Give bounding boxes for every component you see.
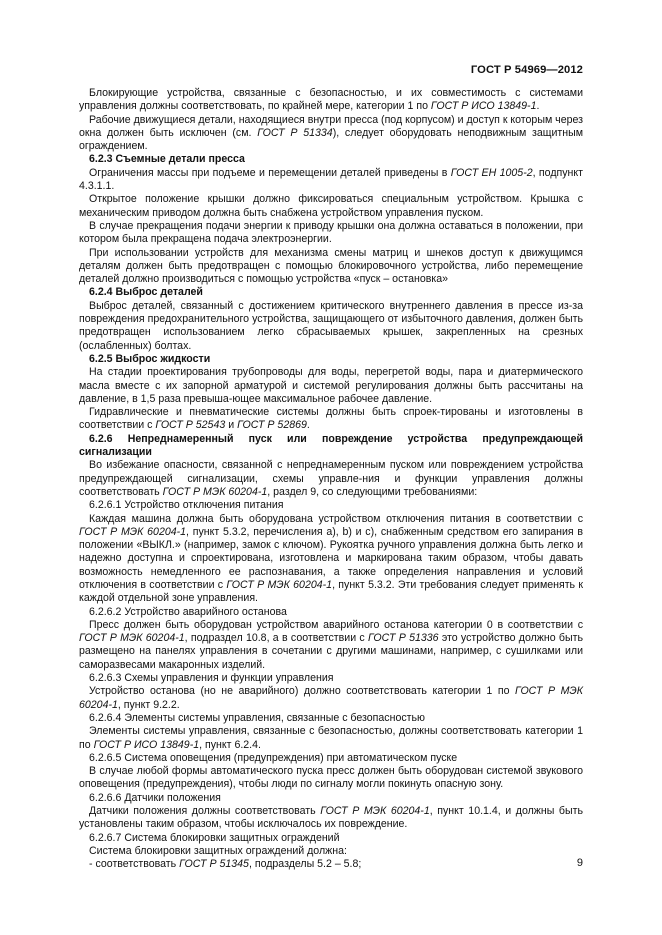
text-run: 6.2.4 Выброс деталей [89,286,203,299]
body-paragraph [79,765,583,792]
text-run: . [536,100,540,113]
text-run: Датчики положения должны соответствовать [89,805,321,818]
section-heading [79,353,583,366]
text-run: , пункт 6.2.4. [199,738,261,751]
text-run: В случае любой формы автоматического пуска пресс должен быть оборудован системой звукового оповещения (предупреждения), чтобы люди по сигналу могли покинуть опасную зону. [79,765,583,791]
standard-reference: ГОСТ Р МЭК 60204-1 [79,685,584,711]
body-paragraph [79,114,583,154]
text-run: Открытое положение крышки должно фиксироваться специальным устройством. Крышка с механическим приводом должна быть снабжена устройством управления пуском. [79,193,583,219]
text-run: , пункт 10.1.4, и должны быть установлены таким образом, чтобы исключалось их повреждение. [79,805,583,831]
text-run: 6.2.6.3 Схемы управления и функции управления [89,672,334,685]
body-paragraph [79,220,583,247]
standard-reference: ГОСТ Р ИСО 13849-1 [93,738,200,751]
body-paragraph [79,459,583,499]
text-run: , раздел 9, со следующими требованиями: [267,485,478,498]
text-run: , пункт 9.2.2. [117,698,180,711]
body-paragraph [79,167,583,194]
text-run: Ограничения массы при подъеме и перемещении деталей приведены в [89,166,451,179]
body-paragraph [79,685,583,712]
standard-reference: ГОСТ Р МЭК 60204-1 [79,525,187,538]
text-run: , подпункт 4.3.1.1. [79,166,584,193]
standard-reference: ГОСТ Р ИСО 13849-1 [430,100,537,113]
body-paragraph [79,805,583,832]
body-paragraph [79,366,583,406]
standard-reference: ГОСТ Р 52543 [155,419,226,432]
text-run: и [225,419,238,432]
text-run: Элементы системы управления, связанные с безопасностью, должны соответствовать категории 1 по [79,725,583,751]
text-run: При использовании устройств для механизма смены матриц и шнеков доступ к движущимся деталям должен быть предотвращен с помощью блокировочного устройства, либо перемещение деталей должно производиться с помощью устройства «пуск – остановка» [79,246,583,286]
body-paragraph [79,406,583,433]
text-run: это устройство должно быть размещено на панелях управления в сочетании с другими машинами, например, с сушилками или саморазвесами макаронных изделий. [79,632,583,671]
text-run: Пресс должен быть оборудован устройством аварийного останова категории 0 в соответствии с [89,618,583,631]
text-run: , пункт 5.3.2, перечисления a), b) и c), снабженным средством его запирания в положении «ВЫКЛ.» (например, замок с ключом). Рукоятка ручного управления должна быть легко и надежно доступна и спроектирована, изготовлена и маркирована таким образом, чтобы давать возможность немедленного ее распознавания, а также определения направления и условий отключения в соответствии с [79,525,583,591]
text-run: 6.2.6.6 Датчики положения [89,791,221,804]
standard-reference: ГОСТ Р 51336 [368,632,439,645]
standard-reference: ГОСТ Р МЭК 60204-1 [162,485,268,498]
text-run: 6.2.6.1 Устройство отключения питания [89,499,284,512]
document-code-header: ГОСТ Р 54969—2012 [470,64,583,76]
text-run: , пункт 5.3.2. Эти требования следует применять к каждой отдельной зоне управления. [79,578,584,605]
text-run: 6.2.6.2 Устройство аварийного останова [89,605,287,618]
text-run: 6.2.6.4 Элементы системы управления, связанные с безопасностью [89,711,425,724]
text-run: ), следует оборудовать неподвижным защитным ограждением. [79,126,583,153]
standard-reference: ГОСТ Р МЭК 60204-1 [226,578,333,591]
body-paragraph [79,300,583,353]
body-paragraph [79,87,583,114]
text-run: 6.2.6.7 Система блокировки защитных ограждений [89,831,340,844]
body-paragraph [79,845,583,858]
subsection-heading [79,752,583,765]
standard-reference: ГОСТ Р МЭК 60204-1 [79,632,185,645]
text-run: На стадии проектирования трубопроводы для воды, перегретой воды, пара и диатермического масла вместе с их запорной арматурой и системой регулирования должны быть рассчитаны на давление, в 1,5 раза превыша-ющее максимальное рабочее давление. [79,366,583,405]
body-paragraph [79,193,583,220]
text-run: В случае прекращения подачи энергии к приводу крышки она должна оставаться в положении, при котором была прекращена подача электроэнергии. [79,219,583,246]
text-run: Система блокировки защитных ограждений должна: [89,844,347,857]
document-body [79,87,583,872]
standard-reference: ГОСТ Р 51345 [179,858,249,871]
section-heading [79,286,583,299]
section-heading [79,433,583,460]
text-run: . [306,419,310,432]
text-run: Устройство останова (но не аварийного) должно соответствовать категории 1 по [89,685,516,698]
page-number: 9 [576,857,583,869]
text-run: Во избежание опасности, связанной с непреднамеренным пуском или повреждением устройства предупреждающей сигнализации, схемы управле-ния и функции управления должны соответствовать [79,459,583,498]
text-run: Выброс деталей, связанный с достижением критического внутреннего давления в прессе из-за повреждения предохранительного устройства, защищающего от избыточного давления, должен быть предотвращен использованием легко сбрасываемых крышек, закрепленных на срезных (ослабленных) болтах. [79,299,583,352]
body-paragraph [79,858,583,871]
body-paragraph [79,619,583,672]
body-paragraph [79,725,583,752]
text-run: , подразделы 5.2 – 5.8; [248,858,362,871]
text-run: , подраздел 10.8, а в соответствии с [184,632,368,645]
text-run: Рабочие движущиеся детали, находящиеся внутри пресса (под корпусом) и доступ к которым через окна должен быть исключен (см. [79,113,583,139]
section-heading [79,153,583,166]
subsection-heading [79,792,583,805]
standard-reference: ГОСТ ЕН 1005-2 [450,166,533,179]
subsection-heading [79,606,583,619]
text-run: 6.2.6 Непреднамеренный пуск или повреждение устройства предупреждающей сигнализации [79,432,583,459]
body-paragraph [79,513,583,606]
text-run: - соответствовать [89,858,180,871]
subsection-heading [79,672,583,685]
text-run: 6.2.3 Съемные детали пресса [89,153,245,166]
subsection-heading [79,832,583,845]
standard-reference: ГОСТ Р 51334 [257,126,333,139]
standard-reference: ГОСТ Р МЭК 60204-1 [320,805,430,818]
text-run: Каждая машина должна быть оборудована устройством отключения питания в соответствии с [89,512,583,525]
text-run: 6.2.6.5 Система оповещения (предупреждения) при автоматическом пуске [89,751,458,764]
subsection-heading [79,712,583,725]
body-paragraph [79,247,583,287]
text-run: 6.2.5 Выброс жидкости [89,352,211,365]
standard-reference: ГОСТ Р 52869 [237,419,307,432]
text-run: Блокирующие устройства, связанные с безопасностью, и их совместимость с системами управления должны соответствовать, по крайней мере, категории 1 по [79,87,583,113]
subsection-heading [79,499,583,512]
text-run: Гидравлические и пневматические системы должны быть спроек-тированы и изготовлены в соответствии с [79,406,583,432]
